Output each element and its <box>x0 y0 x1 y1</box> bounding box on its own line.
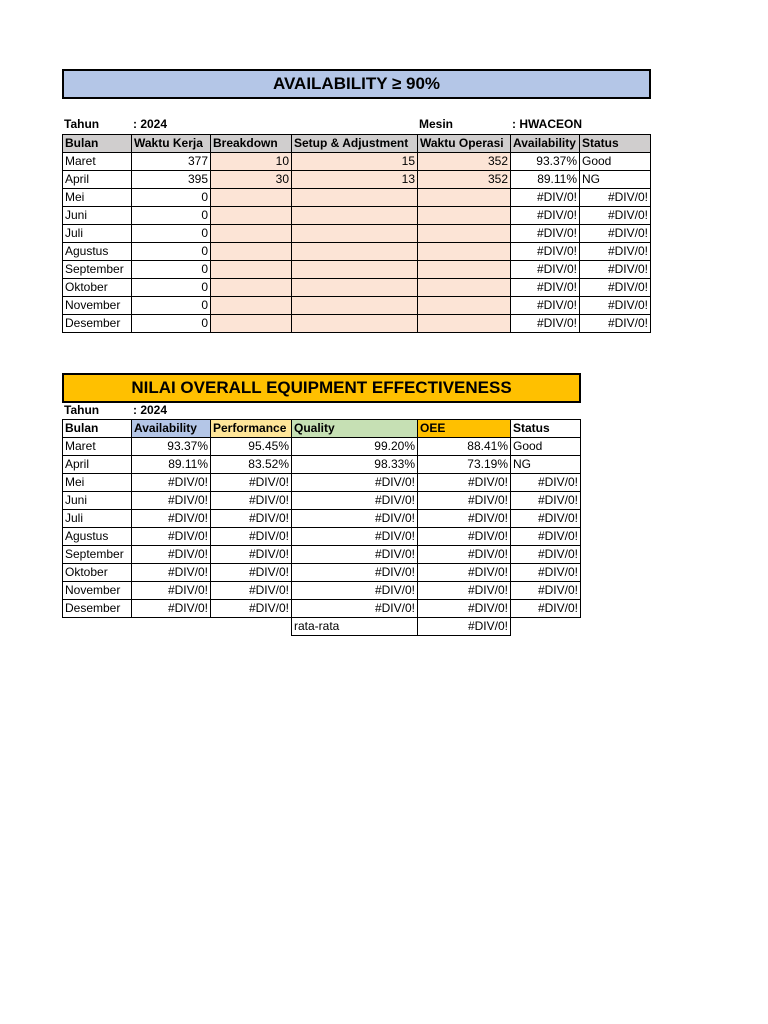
oee-cell-availability: 89.11% <box>132 456 211 474</box>
oee-cell-performance: 95.45% <box>211 438 292 456</box>
oee-cell-oee: 88.41% <box>418 438 511 456</box>
oee-title: NILAI OVERALL EQUIPMENT EFFECTIVENESS <box>62 373 581 403</box>
oee-cell-oee: #DIV/0! <box>418 600 511 618</box>
oee-cell-quality: #DIV/0! <box>292 600 418 618</box>
cell-bulan: Juni <box>63 207 132 225</box>
oee-cell-availability: 93.37% <box>132 438 211 456</box>
average-value: #DIV/0! <box>418 618 511 636</box>
cell-availability: #DIV/0! <box>511 279 580 297</box>
oee-cell-status: NG <box>511 456 581 474</box>
cell-setup-adjustment[interactable] <box>292 261 418 279</box>
cell-status: #DIV/0! <box>580 225 651 243</box>
oee-cell-bulan: November <box>63 582 132 600</box>
oee-row <box>63 456 581 474</box>
cell-waktu-operasi[interactable] <box>418 261 511 279</box>
oee-row <box>63 474 581 492</box>
cell-waktu-kerja: 377 <box>132 153 211 171</box>
availability-title: AVAILABILITY ≥ 90% <box>62 69 651 99</box>
header-breakdown: Breakdown <box>211 135 292 153</box>
oee-cell-performance: #DIV/0! <box>211 564 292 582</box>
mesin-label: Mesin <box>419 117 454 131</box>
tahun-label: Tahun <box>64 117 100 131</box>
oee-cell-performance: #DIV/0! <box>211 474 292 492</box>
cell-bulan: Agustus <box>63 243 132 261</box>
cell-waktu-operasi[interactable]: 352 <box>418 153 511 171</box>
cell-waktu-kerja: 0 <box>132 225 211 243</box>
oee-cell-status: #DIV/0! <box>511 528 581 546</box>
cell-waktu-operasi[interactable]: 352 <box>418 171 511 189</box>
header-status: Status <box>580 135 651 153</box>
cell-setup-adjustment[interactable] <box>292 189 418 207</box>
oee-table <box>62 419 581 636</box>
oee-cell-status: #DIV/0! <box>511 546 581 564</box>
oee-cell-oee: #DIV/0! <box>418 474 511 492</box>
cell-status: #DIV/0! <box>580 297 651 315</box>
oee-cell-bulan: Desember <box>63 600 132 618</box>
cell-bulan: Oktober <box>63 279 132 297</box>
oee-header-row <box>63 420 581 438</box>
header-setup-adjustment: Setup & Adjustment <box>292 135 418 153</box>
oee-row <box>63 492 581 510</box>
cell-breakdown[interactable] <box>211 225 292 243</box>
cell-waktu-operasi[interactable] <box>418 207 511 225</box>
oee-cell-availability: #DIV/0! <box>132 492 211 510</box>
header-waktu-kerja: Waktu Kerja <box>132 135 211 153</box>
oee-cell-availability: #DIV/0! <box>132 528 211 546</box>
cell-bulan: Desember <box>63 315 132 333</box>
cell-waktu-kerja: 0 <box>132 279 211 297</box>
oee-row <box>63 438 581 456</box>
cell-waktu-operasi[interactable] <box>418 315 511 333</box>
cell-availability: #DIV/0! <box>511 297 580 315</box>
oee-cell-quality: 99.20% <box>292 438 418 456</box>
oee-tahun-value: : 2024 <box>133 403 168 417</box>
oee-cell-status: #DIV/0! <box>511 510 581 528</box>
availability-row <box>63 225 651 243</box>
cell-availability: #DIV/0! <box>511 243 580 261</box>
oee-cell-quality: #DIV/0! <box>292 474 418 492</box>
oee-cell-performance: 83.52% <box>211 456 292 474</box>
cell-status: Good <box>580 153 651 171</box>
oee-row <box>63 600 581 618</box>
availability-row <box>63 243 651 261</box>
oee-cell-bulan: Mei <box>63 474 132 492</box>
oee-cell-status: #DIV/0! <box>511 564 581 582</box>
cell-bulan: November <box>63 297 132 315</box>
oee-cell-availability: #DIV/0! <box>132 546 211 564</box>
cell-breakdown[interactable]: 30 <box>211 171 292 189</box>
cell-waktu-kerja: 395 <box>132 171 211 189</box>
cell-waktu-kerja: 0 <box>132 297 211 315</box>
oee-cell-status: #DIV/0! <box>511 492 581 510</box>
availability-header-row <box>63 135 651 153</box>
oee-row <box>63 528 581 546</box>
cell-breakdown[interactable] <box>211 261 292 279</box>
oee-cell-performance: #DIV/0! <box>211 582 292 600</box>
cell-status: #DIV/0! <box>580 189 651 207</box>
oee-cell-bulan: Juni <box>63 492 132 510</box>
oee-cell-oee: 73.19% <box>418 456 511 474</box>
oee-cell-performance: #DIV/0! <box>211 510 292 528</box>
average-label: rata-rata <box>292 618 418 636</box>
cell-waktu-kerja: 0 <box>132 315 211 333</box>
cell-waktu-kerja: 0 <box>132 261 211 279</box>
cell-waktu-operasi[interactable] <box>418 189 511 207</box>
cell-bulan: Mei <box>63 189 132 207</box>
oee-header-performance: Performance <box>211 420 292 438</box>
cell-breakdown[interactable] <box>211 243 292 261</box>
oee-cell-quality: #DIV/0! <box>292 582 418 600</box>
cell-availability: #DIV/0! <box>511 207 580 225</box>
cell-breakdown[interactable] <box>211 297 292 315</box>
cell-availability: #DIV/0! <box>511 261 580 279</box>
oee-cell-performance: #DIV/0! <box>211 600 292 618</box>
oee-row <box>63 546 581 564</box>
cell-waktu-operasi[interactable] <box>418 279 511 297</box>
oee-cell-oee: #DIV/0! <box>418 582 511 600</box>
cell-availability: #DIV/0! <box>511 225 580 243</box>
cell-breakdown[interactable] <box>211 189 292 207</box>
cell-bulan: September <box>63 261 132 279</box>
oee-cell-availability: #DIV/0! <box>132 582 211 600</box>
oee-cell-bulan: Agustus <box>63 528 132 546</box>
availability-row <box>63 315 651 333</box>
oee-header-availability: Availability <box>132 420 211 438</box>
cell-waktu-kerja: 0 <box>132 207 211 225</box>
oee-cell-quality: #DIV/0! <box>292 510 418 528</box>
cell-waktu-operasi[interactable] <box>418 243 511 261</box>
oee-cell-oee: #DIV/0! <box>418 510 511 528</box>
oee-header-status: Status <box>511 420 581 438</box>
oee-cell-quality: #DIV/0! <box>292 528 418 546</box>
cell-setup-adjustment[interactable] <box>292 297 418 315</box>
cell-status: #DIV/0! <box>580 243 651 261</box>
oee-cell-oee: #DIV/0! <box>418 564 511 582</box>
cell-setup-adjustment[interactable]: 15 <box>292 153 418 171</box>
oee-cell-performance: #DIV/0! <box>211 492 292 510</box>
oee-cell-status: #DIV/0! <box>511 582 581 600</box>
header-waktu-operasi: Waktu Operasi <box>418 135 511 153</box>
cell-waktu-kerja: 0 <box>132 243 211 261</box>
oee-row <box>63 564 581 582</box>
oee-cell-quality: #DIV/0! <box>292 546 418 564</box>
cell-availability: 89.11% <box>511 171 580 189</box>
cell-setup-adjustment[interactable]: 13 <box>292 171 418 189</box>
oee-cell-performance: #DIV/0! <box>211 528 292 546</box>
cell-breakdown[interactable] <box>211 207 292 225</box>
cell-status: #DIV/0! <box>580 315 651 333</box>
availability-row <box>63 153 651 171</box>
oee-cell-availability: #DIV/0! <box>132 510 211 528</box>
oee-cell-quality: #DIV/0! <box>292 564 418 582</box>
cell-availability: 93.37% <box>511 153 580 171</box>
oee-cell-status: #DIV/0! <box>511 474 581 492</box>
oee-row <box>63 582 581 600</box>
cell-bulan: Maret <box>63 153 132 171</box>
oee-cell-availability: #DIV/0! <box>132 564 211 582</box>
header-bulan: Bulan <box>63 135 132 153</box>
cell-setup-adjustment[interactable] <box>292 243 418 261</box>
oee-cell-availability: #DIV/0! <box>132 600 211 618</box>
mesin-value: : HWACEON <box>512 117 582 131</box>
oee-cell-bulan: September <box>63 546 132 564</box>
cell-status: #DIV/0! <box>580 207 651 225</box>
cell-status: NG <box>580 171 651 189</box>
cell-breakdown[interactable] <box>211 279 292 297</box>
availability-row <box>63 171 651 189</box>
cell-status: #DIV/0! <box>580 261 651 279</box>
cell-waktu-operasi[interactable] <box>418 225 511 243</box>
oee-cell-performance: #DIV/0! <box>211 546 292 564</box>
availability-row <box>63 297 651 315</box>
cell-availability: #DIV/0! <box>511 315 580 333</box>
oee-cell-oee: #DIV/0! <box>418 546 511 564</box>
oee-cell-bulan: April <box>63 456 132 474</box>
oee-cell-oee: #DIV/0! <box>418 492 511 510</box>
cell-status: #DIV/0! <box>580 279 651 297</box>
availability-row <box>63 261 651 279</box>
oee-cell-availability: #DIV/0! <box>132 474 211 492</box>
cell-setup-adjustment[interactable] <box>292 279 418 297</box>
header-availability: Availability <box>511 135 580 153</box>
oee-header-oee: OEE <box>418 420 511 438</box>
cell-setup-adjustment[interactable] <box>292 207 418 225</box>
oee-header-bulan: Bulan <box>63 420 132 438</box>
cell-waktu-operasi[interactable] <box>418 297 511 315</box>
cell-breakdown[interactable]: 10 <box>211 153 292 171</box>
oee-row <box>63 510 581 528</box>
availability-table <box>62 134 651 333</box>
oee-cell-status: #DIV/0! <box>511 600 581 618</box>
oee-cell-bulan: Juli <box>63 510 132 528</box>
cell-bulan: April <box>63 171 132 189</box>
cell-availability: #DIV/0! <box>511 189 580 207</box>
oee-average-row <box>63 618 581 636</box>
oee-cell-oee: #DIV/0! <box>418 528 511 546</box>
oee-cell-quality: #DIV/0! <box>292 492 418 510</box>
oee-cell-status: Good <box>511 438 581 456</box>
oee-cell-quality: 98.33% <box>292 456 418 474</box>
availability-row <box>63 279 651 297</box>
cell-breakdown[interactable] <box>211 315 292 333</box>
cell-setup-adjustment[interactable] <box>292 315 418 333</box>
oee-cell-bulan: Maret <box>63 438 132 456</box>
cell-waktu-kerja: 0 <box>132 189 211 207</box>
availability-row <box>63 189 651 207</box>
oee-header-quality: Quality <box>292 420 418 438</box>
cell-bulan: Juli <box>63 225 132 243</box>
availability-row <box>63 207 651 225</box>
oee-cell-bulan: Oktober <box>63 564 132 582</box>
cell-setup-adjustment[interactable] <box>292 225 418 243</box>
tahun-value: : 2024 <box>133 117 168 131</box>
oee-tahun-label: Tahun <box>64 403 100 417</box>
